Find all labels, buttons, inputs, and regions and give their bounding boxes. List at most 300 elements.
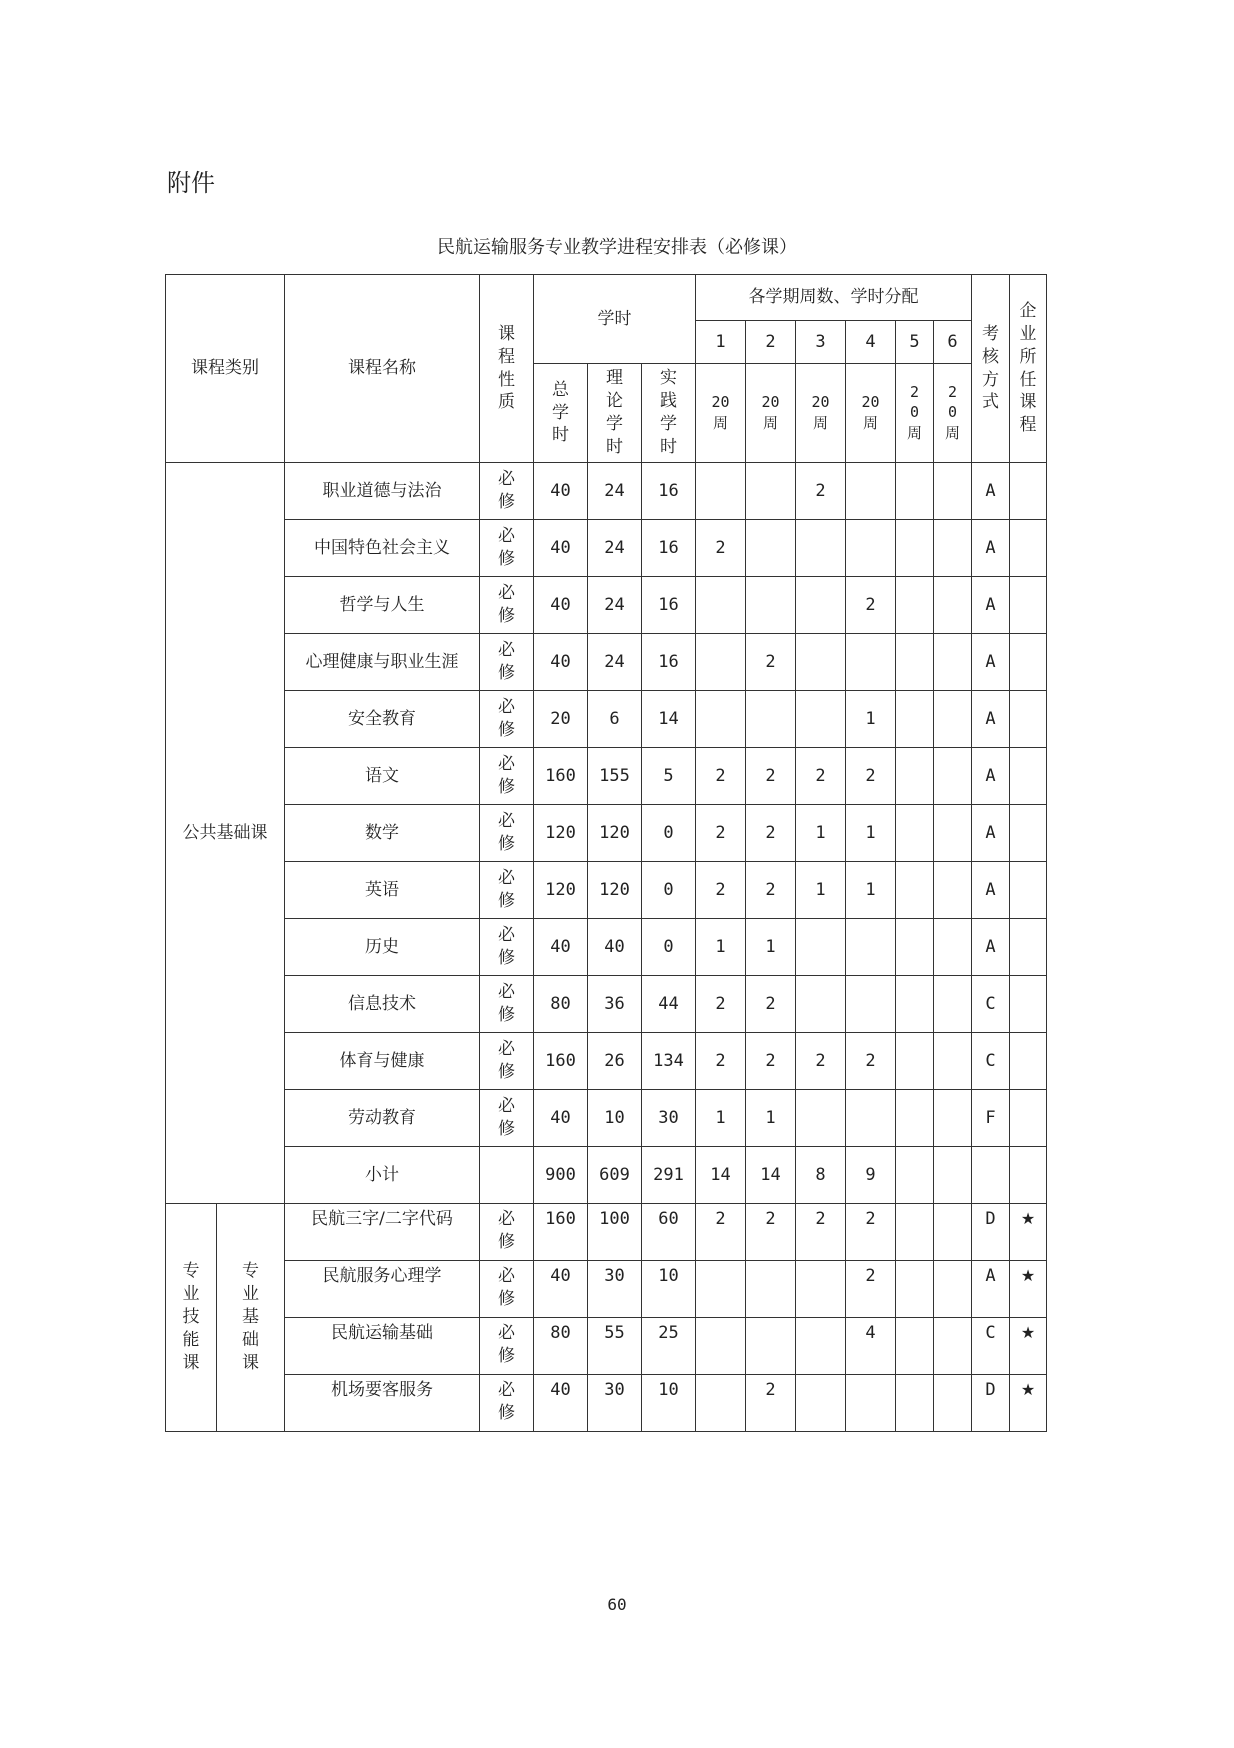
- term-1-hours: [696, 1147, 746, 1204]
- exam-method-value: C: [985, 1323, 996, 1343]
- course-name: [285, 748, 480, 805]
- course-name: [285, 919, 480, 976]
- term-4-hours: [846, 1147, 896, 1204]
- hours-total-value: 120: [545, 879, 576, 900]
- course-name: [285, 577, 480, 634]
- appendix-label: 附件: [167, 169, 215, 197]
- course-nature: [480, 1204, 534, 1261]
- hours-total: [534, 577, 588, 634]
- term-weeks-2: [746, 364, 796, 463]
- term-6-hours: [934, 1090, 972, 1147]
- table-row: [166, 1033, 1047, 1090]
- hours-theory-value: 55: [604, 1323, 625, 1343]
- hours-practice-value: 10: [658, 1380, 679, 1400]
- course-name-value: 哲学与人生: [339, 594, 425, 615]
- hours-practice: [642, 1147, 696, 1204]
- term-3-hours: [796, 634, 846, 691]
- course-nature-value: 必修: [498, 1380, 515, 1423]
- course-nature: [480, 1261, 534, 1318]
- term-4-hours: [846, 805, 896, 862]
- course-nature: [480, 1147, 534, 1204]
- term-4-hours: [846, 1375, 896, 1432]
- hours-theory: [588, 1090, 642, 1147]
- exam-method: [972, 1261, 1010, 1318]
- term-4-hours-value: 1: [865, 879, 876, 900]
- course-nature: [480, 1375, 534, 1432]
- term-5-hours: [896, 1261, 934, 1318]
- hours-total-value: 160: [545, 1209, 576, 1229]
- term-4-hours: [846, 1204, 896, 1261]
- term-1-hours: [696, 1261, 746, 1318]
- term-5-hours: [896, 1318, 934, 1375]
- hours-practice: [642, 862, 696, 919]
- term-4-hours-value: 1: [865, 708, 876, 729]
- hours-total-value: 40: [550, 594, 571, 615]
- term-5-hours: [896, 919, 934, 976]
- term-weeks-6: [934, 364, 972, 463]
- category-professional-skill: [166, 1204, 217, 1432]
- term-6-hours: [934, 1375, 972, 1432]
- course-name-value: 信息技术: [348, 993, 416, 1014]
- course-name: [285, 520, 480, 577]
- term-2-hours: [746, 1090, 796, 1147]
- term-2-hours: [746, 805, 796, 862]
- hours-practice: [642, 634, 696, 691]
- exam-method: [972, 1090, 1010, 1147]
- term-4-hours: [846, 748, 896, 805]
- term-6-hours: [934, 1261, 972, 1318]
- course-name-value: 体育与健康: [339, 1050, 425, 1071]
- hours-total-value: 40: [550, 1266, 571, 1286]
- hours-theory: [588, 691, 642, 748]
- hours-theory-value: 24: [604, 594, 625, 615]
- table-row: [166, 1375, 1047, 1432]
- term-5-hours: [896, 1204, 934, 1261]
- term-3-hours: [796, 463, 846, 520]
- exam-method-value: A: [985, 822, 996, 843]
- hours-theory: [588, 577, 642, 634]
- term-2-hours-value: 2: [765, 651, 776, 672]
- hours-total: [534, 1090, 588, 1147]
- term-4-hours-value: 2: [865, 1266, 876, 1286]
- table-row: [166, 1090, 1047, 1147]
- term-2-hours-value: 2: [765, 765, 776, 786]
- term-1-hours: [696, 805, 746, 862]
- term-3-hours-value: 2: [815, 765, 826, 786]
- enterprise-mark: [1010, 976, 1047, 1033]
- hours-total: [534, 1147, 588, 1204]
- enterprise-mark-value: ★: [1020, 1266, 1036, 1285]
- term-4-hours-value: 2: [865, 594, 876, 615]
- exam-method: [972, 1033, 1010, 1090]
- term-4-hours-value: 9: [865, 1164, 876, 1185]
- table-row: [166, 691, 1047, 748]
- term-4-hours-value: 4: [865, 1323, 876, 1343]
- enterprise-mark: [1010, 862, 1047, 919]
- hours-theory-value: 609: [599, 1164, 630, 1185]
- term-1-hours: [696, 520, 746, 577]
- table-row: [166, 577, 1047, 634]
- hours-total: [534, 520, 588, 577]
- table-row: [166, 1204, 1047, 1261]
- term-2-hours-value: 2: [765, 1050, 776, 1071]
- course-nature-value: 必修: [498, 1039, 515, 1082]
- hours-total: [534, 805, 588, 862]
- term-weeks-1: [696, 364, 746, 463]
- hours-practice-value: 60: [658, 1209, 679, 1229]
- term-4-hours: [846, 634, 896, 691]
- hours-practice: [642, 748, 696, 805]
- course-nature-value: 必修: [498, 811, 515, 854]
- term-1-hours-value: 2: [715, 993, 726, 1014]
- term-weeks-label: 20周: [811, 393, 830, 432]
- course-name-value: 数学: [365, 822, 399, 843]
- hours-theory: [588, 805, 642, 862]
- course-nature-value: 必修: [498, 583, 515, 626]
- term-1-hours: [696, 634, 746, 691]
- hours-practice-value: 30: [658, 1107, 679, 1128]
- course-name: [285, 1033, 480, 1090]
- term-3-hours: [796, 520, 846, 577]
- term-1-hours-value: 14: [710, 1164, 731, 1185]
- enterprise-mark-value: ★: [1020, 1209, 1036, 1228]
- hours-total-value: 40: [550, 1380, 571, 1400]
- header-hours: 学时: [534, 275, 696, 364]
- term-number-4: 4: [846, 321, 896, 364]
- header-course-name: 课程名称: [285, 275, 480, 463]
- term-3-hours-value: 2: [815, 1050, 826, 1071]
- term-5-hours: [896, 577, 934, 634]
- hours-total: [534, 862, 588, 919]
- term-2-hours: [746, 1147, 796, 1204]
- term-6-hours: [934, 1204, 972, 1261]
- hours-total-value: 900: [545, 1164, 576, 1185]
- course-name-value: 语文: [365, 765, 399, 786]
- term-2-hours-value: 2: [765, 1380, 776, 1400]
- hours-theory-value: 24: [604, 537, 625, 558]
- exam-method: [972, 1375, 1010, 1432]
- course-nature-value: 必修: [498, 1209, 515, 1252]
- course-name: [285, 691, 480, 748]
- hours-total-value: 80: [550, 1323, 571, 1343]
- course-name-value: 职业道德与法治: [322, 480, 442, 501]
- course-name-value: 劳动教育: [348, 1107, 416, 1128]
- term-5-hours: [896, 976, 934, 1033]
- table-row: [166, 862, 1047, 919]
- term-5-hours: [896, 520, 934, 577]
- term-6-hours: [934, 1147, 972, 1204]
- hours-theory-value: 36: [604, 993, 625, 1014]
- hours-practice: [642, 919, 696, 976]
- enterprise-mark: [1010, 463, 1047, 520]
- hours-practice-value: 16: [658, 480, 679, 501]
- hours-total: [534, 976, 588, 1033]
- term-5-hours: [896, 1375, 934, 1432]
- term-4-hours-value: 1: [865, 822, 876, 843]
- course-nature-value: 必修: [498, 1323, 515, 1366]
- hours-theory-value: 30: [604, 1266, 625, 1286]
- term-3-hours: [796, 577, 846, 634]
- hours-total: [534, 1318, 588, 1375]
- enterprise-mark-value: ★: [1020, 1380, 1036, 1399]
- course-nature: [480, 463, 534, 520]
- exam-method: [972, 1204, 1010, 1261]
- hours-theory-value: 100: [599, 1209, 630, 1229]
- course-name-value: 中国特色社会主义: [314, 537, 450, 558]
- term-1-hours-value: 2: [715, 879, 726, 900]
- exam-method-value: A: [985, 480, 996, 501]
- hours-total-value: 160: [545, 1050, 576, 1071]
- term-weeks-3: [796, 364, 846, 463]
- hours-theory: [588, 862, 642, 919]
- term-weeks-label: 20周: [861, 393, 880, 432]
- term-4-hours-value: 2: [865, 1050, 876, 1071]
- hours-practice-value: 0: [663, 822, 674, 843]
- course-nature-value: 必修: [498, 754, 515, 797]
- term-3-hours: [796, 862, 846, 919]
- term-2-hours-value: 1: [765, 1107, 776, 1128]
- course-nature-value: 必修: [498, 526, 515, 569]
- hours-theory-value: 6: [609, 708, 620, 729]
- term-3-hours: [796, 976, 846, 1033]
- enterprise-mark: [1010, 691, 1047, 748]
- term-1-hours-value: 2: [715, 537, 726, 558]
- term-5-hours: [896, 862, 934, 919]
- exam-method-value: F: [985, 1107, 996, 1128]
- hours-total-value: 40: [550, 1107, 571, 1128]
- exam-method: [972, 463, 1010, 520]
- term-5-hours: [896, 1090, 934, 1147]
- document-title: 民航运输服务专业教学进程安排表（必修课）: [437, 237, 797, 258]
- exam-method: [972, 634, 1010, 691]
- course-name-value: 民航运输基础: [331, 1323, 433, 1343]
- exam-method-value: A: [985, 708, 996, 729]
- term-6-hours: [934, 976, 972, 1033]
- term-6-hours: [934, 862, 972, 919]
- course-nature: [480, 1090, 534, 1147]
- course-nature-value: 必修: [498, 1096, 515, 1139]
- hours-total: [534, 1204, 588, 1261]
- hours-total-value: 160: [545, 765, 576, 786]
- term-2-hours: [746, 1375, 796, 1432]
- course-nature: [480, 976, 534, 1033]
- course-name-value: 民航三字/二字代码: [311, 1209, 453, 1229]
- hours-theory: [588, 463, 642, 520]
- hours-practice-value: 291: [653, 1164, 684, 1185]
- course-nature-value: 必修: [498, 697, 515, 740]
- term-2-hours: [746, 862, 796, 919]
- hours-theory-value: 24: [604, 651, 625, 672]
- course-name: [285, 1318, 480, 1375]
- term-2-hours: [746, 634, 796, 691]
- course-name: [285, 463, 480, 520]
- course-name-value: 历史: [365, 936, 399, 957]
- term-2-hours-value: 2: [765, 879, 776, 900]
- term-2-hours: [746, 577, 796, 634]
- course-nature: [480, 577, 534, 634]
- hours-practice: [642, 1090, 696, 1147]
- enterprise-mark: [1010, 1147, 1047, 1204]
- enterprise-mark: [1010, 919, 1047, 976]
- term-weeks-label: 20周: [945, 383, 961, 442]
- term-3-hours: [796, 919, 846, 976]
- enterprise-mark: [1010, 520, 1047, 577]
- course-nature: [480, 1318, 534, 1375]
- term-1-hours: [696, 1033, 746, 1090]
- term-1-hours: [696, 577, 746, 634]
- term-6-hours: [934, 805, 972, 862]
- hours-total: [534, 463, 588, 520]
- term-3-hours: [796, 691, 846, 748]
- course-nature-value: 必修: [498, 640, 515, 683]
- term-2-hours: [746, 976, 796, 1033]
- term-weeks-label: 20周: [761, 393, 780, 432]
- term-6-hours: [934, 1318, 972, 1375]
- hours-theory-value: 120: [599, 879, 630, 900]
- term-4-hours-value: 2: [865, 1209, 876, 1229]
- term-3-hours: [796, 1033, 846, 1090]
- course-nature-value: 必修: [498, 868, 515, 911]
- course-name-value: 心理健康与职业生涯: [305, 651, 459, 672]
- hours-total-value: 40: [550, 651, 571, 672]
- term-2-hours: [746, 1033, 796, 1090]
- term-4-hours: [846, 520, 896, 577]
- hours-theory: [588, 1147, 642, 1204]
- hours-total: [534, 1033, 588, 1090]
- term-6-hours: [934, 691, 972, 748]
- exam-method-value: C: [985, 1050, 996, 1071]
- hours-total: [534, 748, 588, 805]
- term-6-hours: [934, 1033, 972, 1090]
- term-6-hours: [934, 463, 972, 520]
- term-number-2: 2: [746, 321, 796, 364]
- course-nature-value: 必修: [498, 1266, 515, 1309]
- course-nature: [480, 634, 534, 691]
- course-name-value: 小计: [365, 1164, 399, 1185]
- term-1-hours: [696, 862, 746, 919]
- hours-theory: [588, 1318, 642, 1375]
- hours-practice: [642, 577, 696, 634]
- exam-method-value: C: [985, 993, 996, 1014]
- course-name: [285, 805, 480, 862]
- header-category: 课程类别: [166, 275, 285, 463]
- course-name: [285, 634, 480, 691]
- term-4-hours: [846, 919, 896, 976]
- course-nature-value: 必修: [498, 469, 515, 512]
- hours-theory: [588, 1033, 642, 1090]
- term-3-hours-value: 8: [815, 1164, 826, 1185]
- table-row: [166, 919, 1047, 976]
- enterprise-mark: [1010, 1090, 1047, 1147]
- course-nature: [480, 520, 534, 577]
- term-1-hours-value: 2: [715, 1050, 726, 1071]
- term-4-hours: [846, 862, 896, 919]
- enterprise-mark: [1010, 1318, 1047, 1375]
- term-2-hours-value: 1: [765, 936, 776, 957]
- table-row: [166, 1261, 1047, 1318]
- term-1-hours-value: 2: [715, 765, 726, 786]
- table-row: [166, 1147, 1047, 1204]
- term-1-hours: [696, 748, 746, 805]
- course-nature: [480, 748, 534, 805]
- exam-method-value: D: [985, 1209, 996, 1229]
- hours-practice-value: 14: [658, 708, 679, 729]
- course-name: [285, 862, 480, 919]
- term-4-hours: [846, 691, 896, 748]
- term-6-hours: [934, 919, 972, 976]
- term-5-hours: [896, 805, 934, 862]
- term-number-1: 1: [696, 321, 746, 364]
- course-name: [285, 1090, 480, 1147]
- table-row: [166, 748, 1047, 805]
- course-nature: [480, 919, 534, 976]
- term-2-hours: [746, 520, 796, 577]
- term-1-hours-value: 2: [715, 822, 726, 843]
- term-2-hours: [746, 463, 796, 520]
- term-2-hours: [746, 1204, 796, 1261]
- course-name-value: 英语: [365, 879, 399, 900]
- term-2-hours: [746, 919, 796, 976]
- exam-method: [972, 748, 1010, 805]
- hours-practice-value: 0: [663, 879, 674, 900]
- hours-practice-value: 44: [658, 993, 679, 1014]
- course-nature-value: 必修: [498, 982, 515, 1025]
- category-public-basic: 公共基础课: [166, 463, 285, 1204]
- exam-method-value: D: [985, 1380, 996, 1400]
- table-row: [166, 1318, 1047, 1375]
- hours-practice-value: 25: [658, 1323, 679, 1343]
- term-5-hours: [896, 634, 934, 691]
- hours-practice: [642, 1261, 696, 1318]
- course-nature: [480, 1033, 534, 1090]
- term-1-hours: [696, 463, 746, 520]
- hours-theory: [588, 634, 642, 691]
- term-2-hours-value: 2: [765, 822, 776, 843]
- hours-theory-value: 24: [604, 480, 625, 501]
- table-row: [166, 976, 1047, 1033]
- term-weeks-label: 20周: [907, 383, 923, 442]
- hours-theory-value: 120: [599, 822, 630, 843]
- course-nature: [480, 862, 534, 919]
- term-5-hours: [896, 463, 934, 520]
- header-nature: 课程性质: [480, 275, 534, 463]
- hours-total-value: 40: [550, 480, 571, 501]
- exam-method: [972, 577, 1010, 634]
- term-3-hours: [796, 748, 846, 805]
- enterprise-mark: [1010, 577, 1047, 634]
- table-row: [166, 520, 1047, 577]
- hours-practice: [642, 463, 696, 520]
- term-6-hours: [934, 748, 972, 805]
- term-3-hours-value: 2: [815, 480, 826, 501]
- term-5-hours: [896, 1147, 934, 1204]
- term-3-hours: [796, 805, 846, 862]
- term-1-hours: [696, 691, 746, 748]
- term-3-hours: [796, 1261, 846, 1318]
- hours-practice: [642, 1204, 696, 1261]
- exam-method-value: A: [985, 651, 996, 672]
- course-schedule-table: [165, 274, 1047, 1432]
- course-name: [285, 976, 480, 1033]
- exam-method: [972, 691, 1010, 748]
- term-4-hours: [846, 1261, 896, 1318]
- enterprise-mark: [1010, 1261, 1047, 1318]
- enterprise-mark: [1010, 1033, 1047, 1090]
- hours-theory-value: 26: [604, 1050, 625, 1071]
- hours-total-value: 40: [550, 936, 571, 957]
- course-name-value: 机场要客服务: [331, 1380, 433, 1400]
- hours-practice-value: 5: [663, 765, 674, 786]
